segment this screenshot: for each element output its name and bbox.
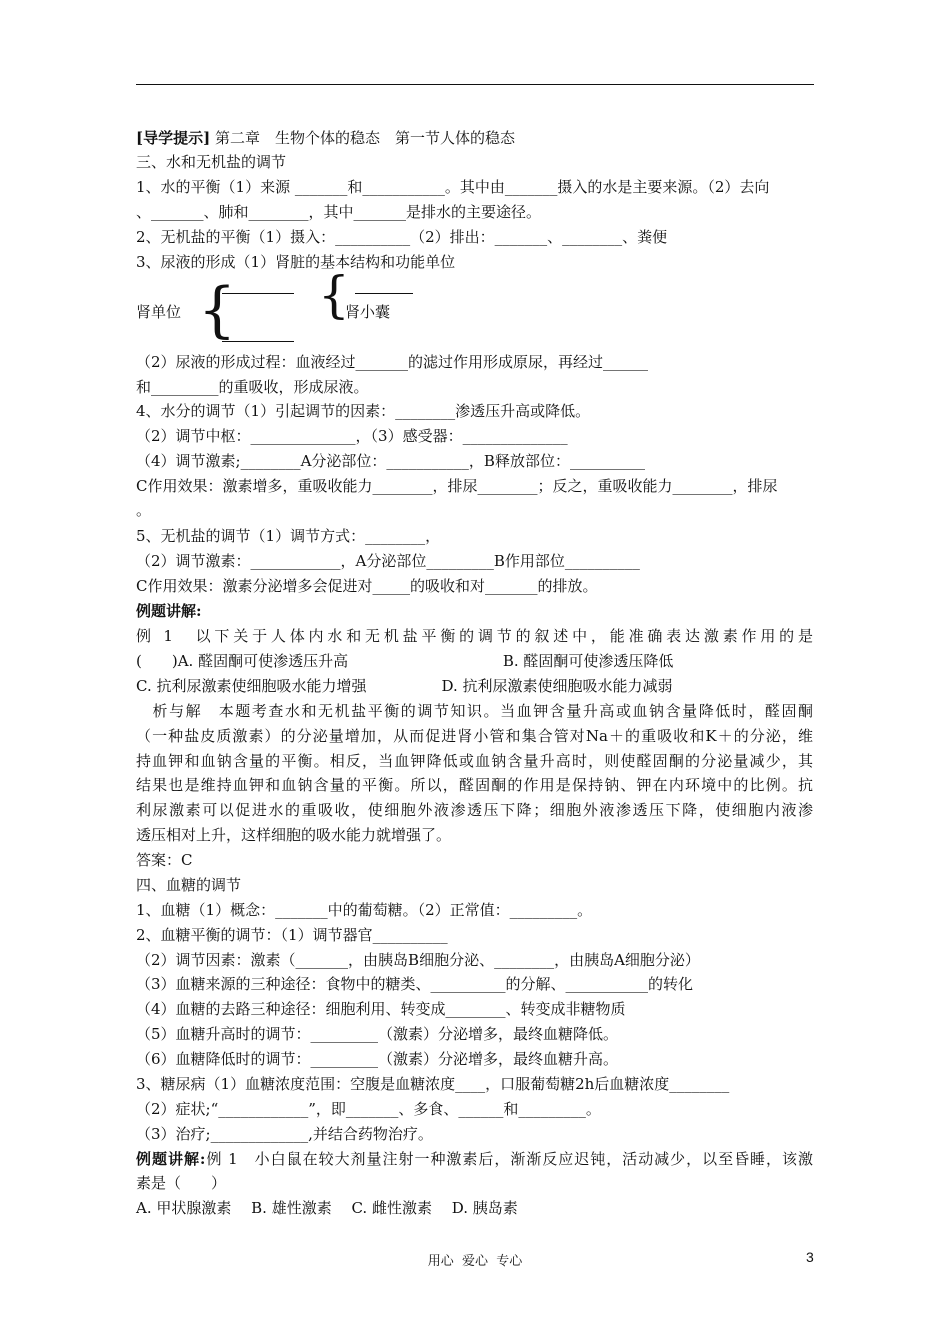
text-line: （2）症状;“____________”，即_______、多食、______和_________。 <box>136 1100 601 1118</box>
analysis-text: 利尿激素可以促进水的重吸收，使细胞外液渗透压下降；细胞外液渗透压下降，使细胞内液渗 <box>136 801 813 819</box>
question-options: ( )A. 醛固酮可使渗透压升高 B. 醛固酮可使渗透压降低 <box>136 652 674 670</box>
analysis-text: 结果也是维持血钾和血钠含量的平衡。所以，醛固酮的作用是保持钠、钾在内环境中的比例。抗 <box>136 776 813 794</box>
text-line: （2）调节激素：____________，A分泌部位_________B作用部位__________ <box>136 552 640 570</box>
analysis-text: 析与解 本题考查水和无机盐平衡的调节知识。当血钾含量升高或血钠含量降低时，醛固酮 <box>136 702 813 720</box>
text-line: 3、糖尿病（1）血糖浓度范围：空腹是血糖浓度____，口服葡萄糖2h后血糖浓度________ <box>136 1075 730 1093</box>
renal-capsule-label: 肾小囊 <box>345 303 391 321</box>
page-footer: 用心 爱心 专心 <box>427 1254 523 1269</box>
question-text: 例 1 小白鼠在较大剂量注射一种激素后，渐渐反应迟钝，活动减少，以至昏睡，该激 <box>205 1150 813 1168</box>
text-line: （6）血糖降低时的调节：_________（激素）分泌增多，最终血糖升高。 <box>136 1050 619 1068</box>
text-line: 2、无机盐的平衡（1）摄入：__________（2）排出：_______、________、粪便 <box>136 228 668 246</box>
kidney-unit-label: 肾单位 <box>136 303 182 321</box>
left-brace-icon: { <box>198 275 237 345</box>
text-line: C作用效果：激素分泌增多会促进对_____的吸收和对_______的排放。 <box>136 577 598 595</box>
text-line: （5）血糖升高时的调节：_________（激素）分泌增多，最终血糖降低。 <box>136 1025 619 1043</box>
blank-line <box>222 341 294 342</box>
text-line: （4）调节激素;________A分泌部位：___________，B释放部位：__________ <box>136 452 645 470</box>
analysis-text: 透压相对上升，这样细胞的吸水能力就增强了。 <box>136 826 452 844</box>
text-line: 2、血糖平衡的调节：（1）调节器官__________ <box>136 926 448 944</box>
text-line: 和_________的重吸收，形成尿液。 <box>136 378 369 396</box>
section-heading-water-salt: 三、水和无机盐的调节 <box>136 153 287 171</box>
text-line: 。 <box>136 501 152 519</box>
blank-line <box>355 293 413 294</box>
text-line: 4、水分的调节（1）引起调节的因素：________渗透压升高或降低。 <box>136 402 591 420</box>
question-options: A. 甲状腺激素 B. 雄性激素 C. 雌性激素 D. 胰岛素 <box>136 1199 518 1217</box>
answer-text: 答案：C <box>136 851 193 869</box>
example-heading: 例题讲解: <box>136 602 202 620</box>
section-heading-blood-sugar: 四、血糖的调节 <box>136 876 242 894</box>
text-line: （2）尿液的形成过程：血液经过_______的滤过作用形成原尿，再经过______ <box>136 353 649 371</box>
example-question <box>136 1149 813 1169</box>
text-line: （3）血糖来源的三种途径：食物中的糖类、__________的分解、___________的转化 <box>136 975 694 993</box>
question-options: C. 抗利尿激素使细胞吸水能力增强 D. 抗利尿激素使细胞吸水能力减弱 <box>136 677 673 695</box>
text-line: （2）调节中枢：______________，（3）感受器：______________ <box>136 427 568 445</box>
analysis-text: 持血钾和血钠含量的平衡。相反，当血钾降低或血钠含量升高时，则使醛固酮的分泌量减少，其 <box>136 752 813 770</box>
text-line: 、_______、肺和________，其中_______是排水的主要途径。 <box>136 203 542 221</box>
chapter-heading <box>136 128 515 148</box>
text-line: （3）治疗;_____________,并结合药物治疗。 <box>136 1125 433 1143</box>
text-line: 1、血糖（1）概念：_______中的葡萄糖。（2）正常值：_________。 <box>136 901 593 919</box>
text-line: （4）血糖的去路三种途径：细胞利用、转变成________、转变成非糖物质 <box>136 1000 626 1018</box>
study-guide-tag: [导学提示] <box>136 129 211 147</box>
text-line: （2）调节因素：激素（_______，由胰岛B细胞分泌、________，由胰岛A细胞分泌） <box>136 951 700 969</box>
text-line: 1、水的平衡（1）来源 _______和___________。其中由_______摄入的水是主要来源。（2）去向 <box>136 178 770 196</box>
question-text: 素是（ ） <box>136 1174 227 1192</box>
question-text: 例 1 以下关于人体内水和无机盐平衡的调节的叙述中，能准确表达激素作用的是 <box>136 627 813 645</box>
chapter-title: 第二章 生物个体的稳态 第一节人体的稳态 <box>210 129 515 147</box>
analysis-text: （一种盐皮质激素）的分泌量增加，从而促进肾小管和集合管对Na＋的重吸收和K＋的分泌，维 <box>136 727 813 745</box>
left-brace-icon: { <box>318 266 350 324</box>
text-line: 3、尿液的形成（1）肾脏的基本结构和功能单位 <box>136 253 456 271</box>
text-line: C作用效果：激素增多，重吸收能力________，排尿________；反之，重吸收能力________，排尿 <box>136 477 778 495</box>
example-heading: 例题讲解: <box>136 1150 206 1168</box>
header-rule <box>136 84 814 85</box>
page-number: 3 <box>806 1249 814 1265</box>
text-line: 5、无机盐的调节（1）调节方式：________， <box>136 527 441 545</box>
